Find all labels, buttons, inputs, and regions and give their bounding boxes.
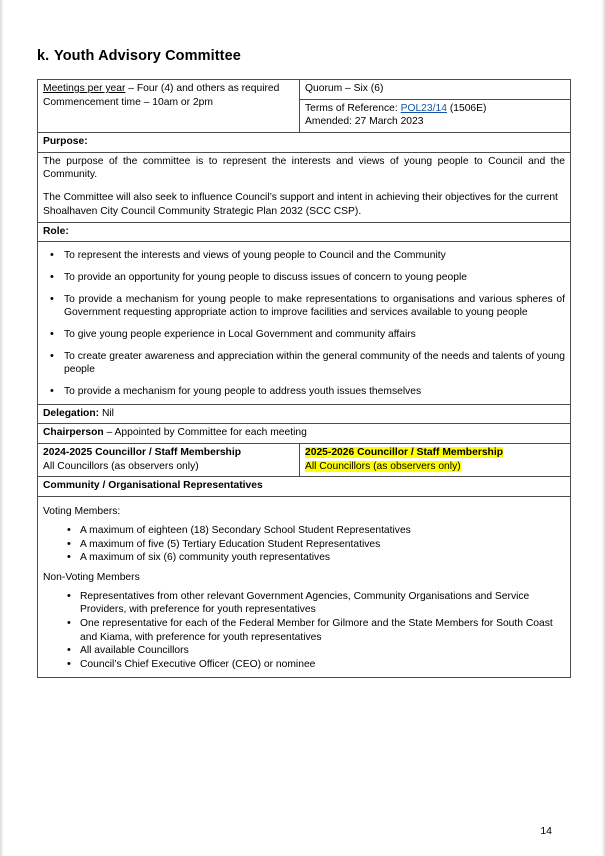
page-edge-shadow-left bbox=[0, 0, 4, 856]
membership-previous-title: 2024-2025 Councillor / Staff Membership bbox=[43, 447, 241, 459]
membership-current-title-line bbox=[305, 446, 565, 460]
amended-date-line: Amended: 27 March 2023 bbox=[305, 116, 424, 128]
cell-meetings-per-year bbox=[38, 80, 300, 133]
table-row-role-body bbox=[38, 242, 571, 405]
page-title-text: Youth Advisory Committee bbox=[54, 48, 241, 64]
purpose-paragraph-1: The purpose of the committee is to represent the interests and views of young people to Council and the Community. bbox=[43, 155, 565, 181]
list-item: • To provide a mechanism for young people to address youth issues themselves bbox=[43, 385, 565, 399]
purpose-heading: Purpose: bbox=[43, 136, 88, 148]
list-item: • All available Councillors bbox=[43, 644, 565, 658]
chairperson-label: Chairperson bbox=[43, 427, 104, 439]
cell-representatives-body bbox=[38, 497, 571, 678]
list-item: • A maximum of eighteen (18) Secondary School Student Representatives bbox=[43, 524, 565, 538]
cell-quorum bbox=[300, 80, 571, 100]
non-voting-members-label: Non-Voting Members bbox=[43, 571, 140, 583]
list-item: • Council’s Chief Executive Officer (CEO) or nominee bbox=[43, 658, 565, 672]
commencement-time-line: Commencement time – 10am or 2pm bbox=[43, 96, 213, 108]
cell-membership-previous bbox=[38, 444, 300, 477]
table-row-purpose-body bbox=[38, 152, 571, 222]
membership-current-detail: All Councillors (as observers only) bbox=[305, 460, 461, 472]
list-item: • A maximum of six (6) community youth representatives bbox=[43, 551, 565, 565]
table-row-role-heading bbox=[38, 222, 571, 242]
chairperson-value: – Appointed by Committee for each meeting bbox=[103, 427, 307, 439]
table-row-purpose-heading bbox=[38, 133, 571, 153]
terms-of-reference-link[interactable]: POL23/14 bbox=[400, 102, 447, 114]
section-letter: k. bbox=[37, 48, 50, 64]
list-item: • To provide a mechanism for young people to make representations to organisations and various spheres of Government requesting appropriate action to improve facilities and services available to young people bbox=[43, 293, 565, 320]
cell-membership-current bbox=[300, 444, 571, 477]
quorum-text: Quorum – Six (6) bbox=[305, 83, 384, 94]
table-row-meeting-meta bbox=[38, 80, 571, 100]
cell-role-heading bbox=[38, 222, 571, 242]
table-row-membership bbox=[38, 444, 571, 477]
representatives-heading: Community / Organisational Representatives bbox=[43, 480, 263, 492]
table-row-delegation bbox=[38, 404, 571, 424]
list-item: • To provide an opportunity for young people to discuss issues of concern to young people bbox=[43, 271, 565, 285]
terms-of-reference-line bbox=[305, 102, 565, 116]
membership-previous-detail: All Councillors (as observers only) bbox=[43, 460, 199, 472]
cell-role-body bbox=[38, 242, 571, 405]
membership-current-detail-line bbox=[305, 460, 565, 474]
role-heading: Role: bbox=[43, 225, 69, 237]
cell-purpose-heading bbox=[38, 133, 571, 153]
cell-purpose-body bbox=[38, 152, 571, 222]
cell-chairperson bbox=[38, 424, 571, 444]
cell-terms-of-reference bbox=[300, 99, 571, 132]
table-row-chairperson bbox=[38, 424, 571, 444]
delegation-value: Nil bbox=[99, 407, 114, 419]
list-item: • A maximum of five (5) Tertiary Education Student Representatives bbox=[43, 538, 565, 552]
list-item: • Representatives from other relevant Government Agencies, Community Organisations and Service Providers, with preference for youth representatives bbox=[43, 590, 565, 617]
page-title bbox=[37, 48, 241, 64]
table-row-representatives-heading bbox=[38, 477, 571, 497]
committee-details-table bbox=[37, 79, 571, 678]
cell-representatives-heading bbox=[38, 477, 571, 497]
list-item: • One representative for each of the Federal Member for Gilmore and the State Members for South Coast and Kiama, with preference for youth representatives bbox=[43, 617, 565, 644]
meetings-per-year-label: Meetings per year bbox=[43, 83, 126, 94]
voting-members-label: Voting Members: bbox=[43, 506, 121, 518]
delegation-label: Delegation: bbox=[43, 407, 100, 419]
terms-of-reference-suffix: (1506E) bbox=[446, 102, 487, 114]
table-row-representatives-body bbox=[38, 497, 571, 678]
cell-delegation bbox=[38, 404, 571, 424]
terms-of-reference-label: Terms of Reference: bbox=[305, 102, 401, 114]
meetings-per-year-text: – Four (4) and others as required bbox=[125, 83, 280, 94]
membership-current-title: 2025-2026 Councillor / Staff Membership bbox=[305, 447, 503, 459]
page-edge-shadow-right bbox=[601, 0, 605, 856]
page-number: 14 bbox=[540, 825, 552, 837]
role-bullet-list bbox=[43, 249, 565, 399]
voting-members-list bbox=[43, 524, 565, 565]
list-item: • To represent the interests and views of young people to Council and the Community bbox=[43, 249, 565, 263]
non-voting-members-list bbox=[43, 590, 565, 672]
purpose-paragraph-2: The Committee will also seek to influence Council’s support and intent in achieving their objectives for the current Shoalhaven City Council Community Strategic Plan 2032 (SCC CSP). bbox=[43, 192, 558, 217]
list-item: • To give young people experience in Local Government and community affairs bbox=[43, 328, 565, 342]
list-item: • To create greater awareness and appreciation within the general community of the needs and talents of young people bbox=[43, 350, 565, 377]
meetings-per-year-line bbox=[43, 82, 294, 96]
